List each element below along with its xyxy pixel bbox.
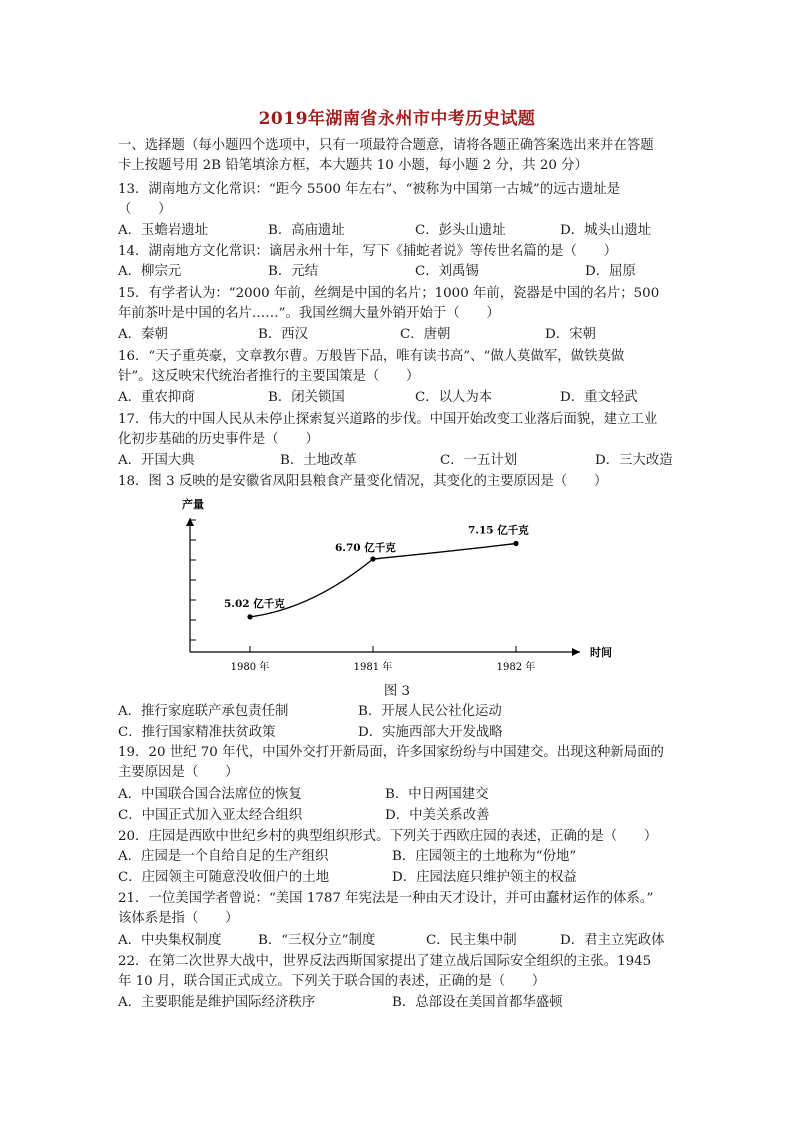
q21-option-c: C．民主集中制 (426, 933, 517, 948)
series-line (250, 544, 516, 617)
q20-option-c: C．庄园领主可随意没收佃户的土地 (118, 870, 330, 885)
q19-option-a: A．中国联合国合法席位的恢复 (118, 787, 302, 802)
q15-option-b: B．西汉 (258, 327, 309, 342)
q16-option-d: D．重文轻武 (560, 390, 638, 405)
q19-option-d: D．中美关系改善 (385, 808, 490, 823)
q21-option-a: A．中央集权制度 (118, 933, 222, 948)
x-axis-label: 时间 (590, 646, 612, 659)
data-point (247, 614, 252, 619)
q13-option-c: C．彭头山遗址 (415, 223, 506, 238)
y-axis-arrow (186, 518, 194, 526)
q20-option-b: B．庄园领主的土地称为“份地” (392, 849, 577, 864)
question-21-stem-cont: 该体系是指（ ） (118, 911, 239, 926)
q18-option-a: A．推行家庭联产承包责任制 (118, 704, 289, 719)
data-point (370, 556, 375, 561)
q14-option-d: D．屈原 (585, 264, 636, 279)
q17-option-b: B．土地改革 (280, 453, 357, 468)
q17-option-a: A．开国大典 (118, 453, 195, 468)
question-16-stem: 16．“天子重英豪，文章教尔曹。万般皆下品，唯有读书高”、“做人莫做军，做铁莫做 (118, 349, 625, 364)
q14-option-b: B．元结 (268, 264, 319, 279)
question-15-stem: 15．有学者认为：“2000 年前，丝绸是中国的名片；1000 年前，瓷器是中国的名片；500 (118, 286, 660, 301)
data-point (513, 541, 518, 546)
q14-option-a: A．柳宗元 (118, 264, 182, 279)
q21-option-b: B．“三权分立”制度 (258, 933, 376, 948)
question-22-stem: 22．在第二次世界大战中，世界反法西斯国家提出了建立战后国际安全组织的主张。1945 (118, 954, 652, 969)
q16-option-b: B．闭关锁国 (268, 390, 345, 405)
q19-option-c: C．中国正式加入亚太经合组织 (118, 808, 303, 823)
question-21-stem: 21．一位美国学者曾说：“美国 1787 年宪法是一种由天才设计，并可由蠢材运作的体系。” (118, 891, 654, 906)
x-axis-arrow (572, 648, 580, 656)
q15-option-d: D．宋朝 (545, 327, 596, 342)
question-17-stem-cont: 化初步基础的历史事件是（ ） (118, 432, 319, 447)
x-tick-label: 1980 年 (230, 662, 270, 673)
q18-option-d: D．实施西部大开发战略 (358, 725, 503, 740)
question-13-stem: 13．湖南地方文化常识：“距今 5500 年左右”、“被称为中国第一古城”的远古遗址是 (118, 182, 621, 197)
q18-option-b: B．开展人民公社化运动 (358, 704, 502, 719)
question-14-stem: 14．湖南地方文化常识：谪居永州十年，写下《捕蛇者说》等传世名篇的是（ ） (118, 244, 618, 259)
question-20-stem: 20．庄园是西欧中世纪乡村的典型组织形式。下列关于西欧庄园的表述，正确的是（ ） (118, 829, 658, 844)
q17-option-c: C．一五计划 (440, 453, 518, 468)
q15-option-a: A．秦朝 (118, 327, 168, 342)
q16-option-c: C．以人为本 (415, 390, 493, 405)
x-tick-label: 1982 年 (496, 662, 536, 673)
q15-option-c: C．唐朝 (400, 327, 451, 342)
grain-output-line-chart (170, 494, 630, 674)
q13-option-d: D．城头山遗址 (560, 223, 652, 238)
instructions-line-2: 卡上按题号用 2B 铅笔填涂方框，本大题共 10 小题，每小题 2 分，共 20 分） (118, 158, 588, 173)
question-16-stem-cont: 针”。这反映宋代统治者推行的主要国策是（ ） (118, 369, 420, 384)
q21-option-d: D．君主立宪政体 (560, 933, 665, 948)
question-22-stem-cont: 年 10 月，联合国正式成立。下列关于联合国的表述，正确的是（ ） (118, 974, 546, 989)
figure-caption: 图 3 (383, 684, 411, 699)
question-18-stem: 18．图 3 反映的是安徽省凤阳县粮食产量变化情况，其变化的主要原因是（ ） (118, 474, 608, 489)
data-label: 6.70 亿千克 (335, 542, 396, 554)
question-15-stem-cont: 年前茶叶是中国的名片……”。我国丝绸大量外销开始于（ ） (118, 306, 500, 321)
q16-option-a: A．重农抑商 (118, 390, 195, 405)
q20-option-a: A．庄园是一个自给自足的生产组织 (118, 849, 329, 864)
q22-option-a: A．主要职能是维护国际经济秩序 (118, 995, 316, 1010)
q13-option-b: B．高庙遗址 (268, 223, 345, 238)
q18-option-c: C．推行国家精准扶贫政策 (118, 725, 276, 740)
instructions-line-1: 一、选择题（每小题四个选项中，只有一项最符合题意，请将各题正确答案选出来并在答题 (118, 138, 654, 153)
q14-option-c: C．刘禹锡 (415, 264, 479, 279)
question-17-stem: 17．伟大的中国人民从未停止探索复兴道路的步伐。中国开始改变工业落后面貌，建立工业 (118, 412, 658, 427)
question-13-stem-cont: （ ） (118, 202, 172, 217)
q13-option-a: A．玉蟾岩遗址 (118, 223, 209, 238)
chart-layer (182, 497, 612, 673)
data-label: 7.15 亿千克 (468, 524, 529, 537)
question-19-stem-cont: 主要原因是（ ） (118, 765, 239, 780)
x-tick-label: 1981 年 (353, 662, 393, 673)
q22-option-b: B．总部设在美国首都华盛顿 (392, 995, 563, 1010)
q17-option-d: D．三大改造 (595, 453, 673, 468)
y-axis-label: 产量 (182, 498, 204, 511)
q20-option-d: D．庄园法庭只维护领主的权益 (392, 870, 577, 885)
data-label: 5.02 亿千克 (224, 597, 285, 610)
q19-option-b: B．中日两国建交 (385, 787, 489, 802)
page-title: 2019年湖南省永州市中考历史试题 (258, 109, 536, 129)
question-19-stem: 19．20 世纪 70 年代，中国外交打开新局面，许多国家纷纷与中国建交。出现这种新局面的 (118, 745, 664, 760)
